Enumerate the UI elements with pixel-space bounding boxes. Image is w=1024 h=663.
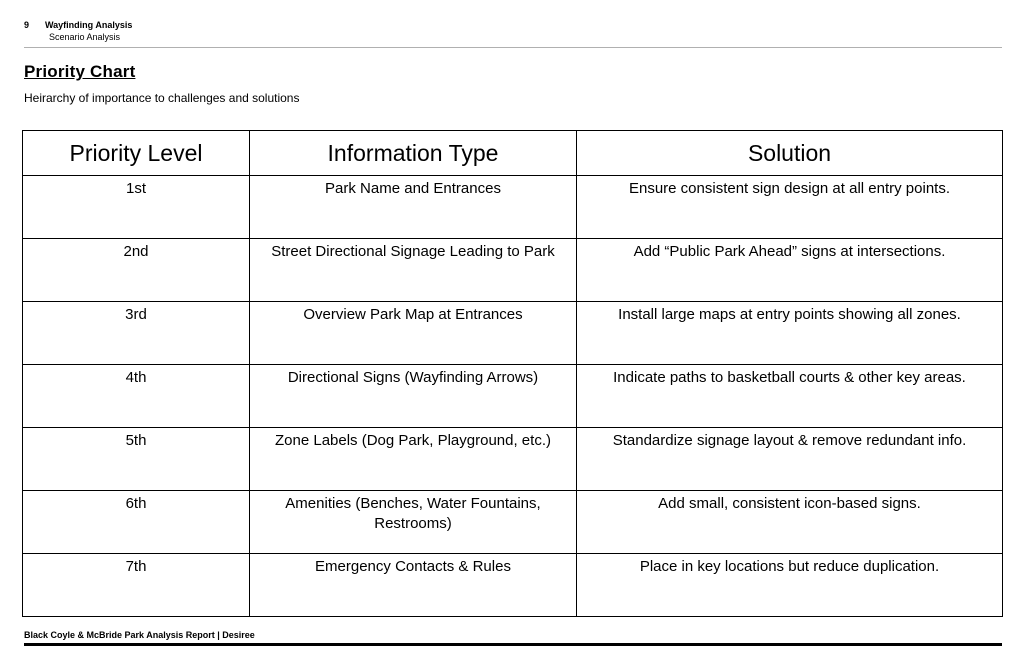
table-row	[23, 428, 1003, 491]
information-type-cell: Emergency Contacts & Rules	[250, 554, 577, 617]
document-header	[24, 20, 1002, 42]
solution-cell: Install large maps at entry points showing all zones.	[577, 302, 1003, 365]
table-row	[23, 302, 1003, 365]
priority-chart-table	[22, 130, 1003, 617]
solution-cell: Standardize signage layout & remove redundant info.	[577, 428, 1003, 491]
section-subtitle: Heirarchy of importance to challenges and solutions	[24, 91, 300, 105]
column-header-information-type: Information Type	[250, 131, 577, 176]
footer-text: Black Coyle & McBride Park Analysis Report | Desiree	[24, 630, 255, 640]
table-row	[23, 554, 1003, 617]
table-header-row	[23, 131, 1003, 176]
column-header-solution: Solution	[577, 131, 1003, 176]
priority-cell: 6th	[23, 491, 250, 554]
priority-cell: 4th	[23, 365, 250, 428]
section-title: Priority Chart	[24, 62, 136, 81]
table-row	[23, 491, 1003, 554]
solution-cell: Add “Public Park Ahead” signs at intersections.	[577, 239, 1003, 302]
document-title: Wayfinding Analysis	[45, 20, 133, 30]
priority-cell: 3rd	[23, 302, 250, 365]
table-row	[23, 239, 1003, 302]
page-number: 9	[24, 20, 30, 30]
information-type-cell: Directional Signs (Wayfinding Arrows)	[250, 365, 577, 428]
priority-cell: 1st	[23, 176, 250, 239]
footer-divider	[24, 643, 1002, 646]
header-divider	[24, 47, 1002, 48]
document-footer	[24, 630, 1002, 646]
document-subtitle: Scenario Analysis	[49, 32, 121, 42]
column-header-priority-level: Priority Level	[23, 131, 250, 176]
solution-cell: Indicate paths to basketball courts & other key areas.	[577, 365, 1003, 428]
information-type-cell: Park Name and Entrances	[250, 176, 577, 239]
table-row	[23, 365, 1003, 428]
information-type-cell: Street Directional Signage Leading to Park	[250, 239, 577, 302]
priority-cell: 7th	[23, 554, 250, 617]
information-type-cell: Amenities (Benches, Water Fountains, Restrooms)	[250, 491, 577, 554]
priority-cell: 5th	[23, 428, 250, 491]
information-type-cell: Zone Labels (Dog Park, Playground, etc.)	[250, 428, 577, 491]
information-type-cell: Overview Park Map at Entrances	[250, 302, 577, 365]
solution-cell: Ensure consistent sign design at all entry points.	[577, 176, 1003, 239]
table-row	[23, 176, 1003, 239]
solution-cell: Add small, consistent icon-based signs.	[577, 491, 1003, 554]
solution-cell: Place in key locations but reduce duplication.	[577, 554, 1003, 617]
priority-cell: 2nd	[23, 239, 250, 302]
